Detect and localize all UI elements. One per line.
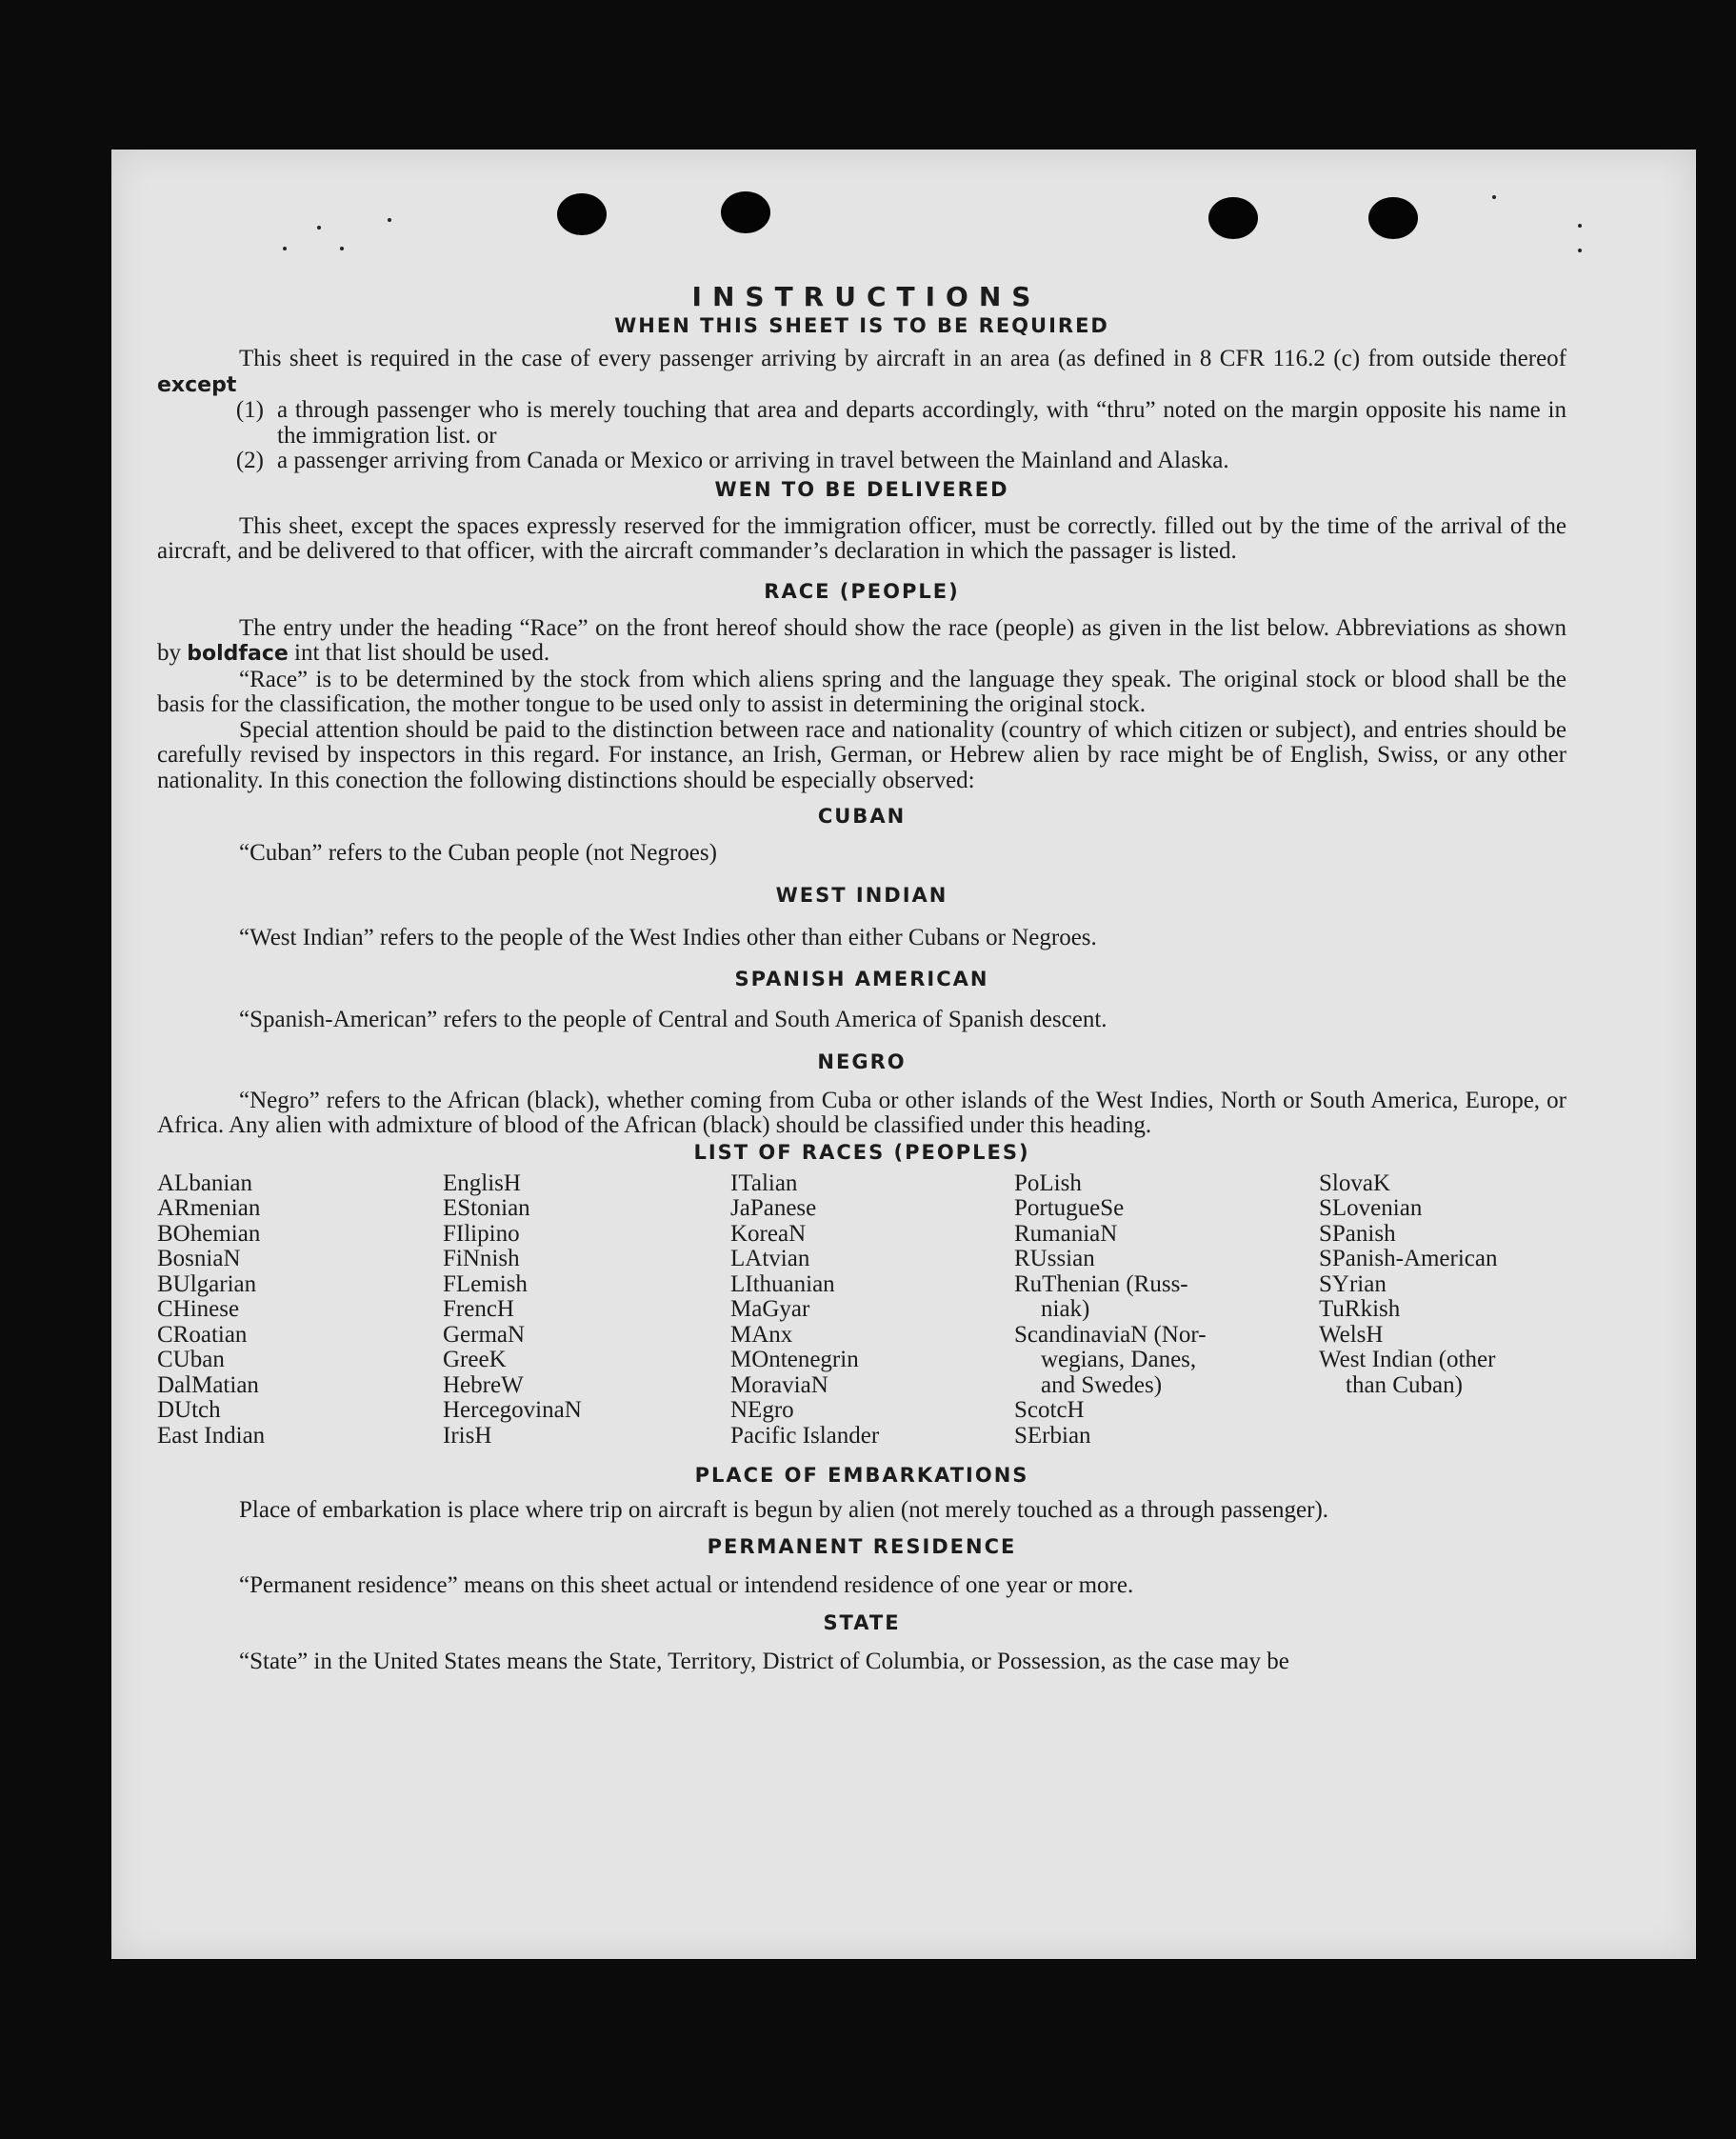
race-entry: CUban: [157, 1347, 225, 1372]
race-entry: SlovaK: [1319, 1169, 1390, 1196]
race-entry: FLemish: [443, 1270, 528, 1297]
race-entry: PortugueSe: [1014, 1195, 1125, 1221]
race-entry: IrisH: [443, 1422, 492, 1449]
except-emphasis: except: [157, 372, 237, 397]
page-title: INSTRUCTIONS: [691, 281, 1042, 312]
race-paragraph-3: Special attention should be paid to the distinction between race and nationality (country of which citizen or subject), and entries should be carefully revised by inspectors in this regard. For instance, an Irish, German, or Hebrew alien by race might be of English, Swiss, or any other nationality. In this conection the following distinctions should be especially observed:: [157, 716, 1566, 793]
heading-west-indian: WEST INDIAN: [775, 883, 948, 907]
race-column: [443, 1171, 730, 1449]
race-entry: BosniaN: [157, 1246, 241, 1271]
speck: [1578, 224, 1582, 228]
race-column: [1319, 1171, 1566, 1449]
when-delivered-text: This sheet, except the spaces expressly reserved for the immigration officer, must be correctly. filled out by the time of the arrival of the aircraft, and be delivered to that officer, with the aircraft commander’s declaration in which the passager is listed.: [157, 512, 1566, 564]
race-entry: MAnx: [730, 1321, 793, 1348]
when-required-intro: This sheet is required in the case of every passenger arriving by aircraft in an area (as defined in 8 CFR 116.2 (c) from outside thereof except: [157, 346, 1566, 397]
race-entry: and Swedes): [1041, 1371, 1163, 1398]
race-entry: niak): [1041, 1296, 1090, 1322]
item-text: a through passenger who is merely touching that area and departs accordingly, with “thru” noted on the margin opposite his name in the immigration list. or: [277, 397, 1566, 449]
heading-when-required: WHEN THIS SHEET IS TO BE REQUIRED: [614, 314, 1109, 337]
heading-cuban: CUBAN: [817, 805, 907, 828]
race-entry: Pacific Islander: [730, 1422, 880, 1449]
race-entry: ARmenian: [157, 1195, 261, 1221]
heading-negro: NEGRO: [817, 1050, 907, 1073]
exception-item: [157, 398, 1566, 449]
negro-text: “Negro” refers to the African (black), whether coming from Cuba or other islands of the West Indies, North or South America, Europe, or Africa. Any alien with admixture of blood of the African (black) should be classified under this heading.: [157, 1087, 1566, 1138]
heading-state: STATE: [823, 1611, 901, 1634]
race-entry: LAtvian: [730, 1246, 810, 1271]
race-entry: LIthuanian: [730, 1270, 835, 1297]
race-entry: EStonian: [443, 1195, 530, 1221]
race-entry: DUtch: [157, 1397, 221, 1423]
cuban-text: “Cuban” refers to the Cuban people (not Negroes): [239, 840, 717, 866]
race-paragraph-1: The entry under the heading “Race” on the front hereof should show the race (people) as given in the list below. Abbreviations as shown by boldface int that list should be used.: [157, 614, 1566, 666]
speck: [340, 247, 344, 250]
race-entry: MoraviaN: [730, 1371, 828, 1398]
speck: [317, 226, 321, 230]
race-entry: West Indian (other: [1319, 1347, 1496, 1372]
embarkation-text: Place of embarkation is place where trip on aircraft is begun by alien (not merely touched as a through passenger).: [239, 1497, 1329, 1523]
race-entry: NEgro: [730, 1397, 794, 1423]
race-entry: ScotcH: [1014, 1397, 1085, 1423]
race-entry: ScandinaviaN (Nor-: [1014, 1321, 1207, 1348]
race-entry: wegians, Danes,: [1041, 1347, 1197, 1372]
race-entry: HebreW: [443, 1371, 524, 1398]
speck: [1578, 249, 1582, 252]
race-entry: SPanish-American: [1319, 1246, 1498, 1271]
race-entry: MaGyar: [730, 1296, 810, 1322]
state-text: “State” in the United States means the State, Territory, District of Columbia, or Possession, as the case may be: [239, 1649, 1289, 1674]
race-column: [157, 1171, 443, 1449]
residence-text: “Permanent residence” means on this sheet actual or intendend residence of one year or more.: [239, 1571, 1134, 1598]
race-entry: RUssian: [1014, 1246, 1095, 1271]
race-entry: HercegovinaN: [443, 1397, 582, 1423]
document-page: [111, 150, 1696, 1959]
speck: [283, 247, 287, 250]
boldface-word: boldface: [187, 642, 289, 666]
race-entry: SErbian: [1014, 1422, 1091, 1449]
item-text: a passenger arriving from Canada or Mexico or arriving in travel between the Mainland and Alaska.: [277, 448, 1229, 473]
spanish-american-text: “Spanish-American” refers to the people of Central and South America of Spanish descent.: [239, 1007, 1107, 1032]
race-entry: GermaN: [443, 1321, 526, 1348]
race-entry: RumaniaN: [1014, 1220, 1118, 1247]
race-paragraph-2: “Race” is to be determined by the stock from which aliens spring and the language they speak. The original stock or blood shall be the basis for the classification, the mother tongue to be used only to assist in determining the original stock.: [157, 666, 1566, 717]
heading-list-of-races: LIST OF RACES (PEOPLES): [693, 1140, 1030, 1164]
race-entry: KoreaN: [730, 1220, 807, 1247]
race-entry: CRoatian: [157, 1321, 248, 1348]
punch-hole: [721, 191, 770, 233]
west-indian-text: “West Indian” refers to the people of the West Indies other than either Cubans or Negroes.: [239, 924, 1097, 950]
race-column: [1014, 1171, 1319, 1449]
race-entry: East Indian: [157, 1422, 266, 1449]
heading-when-delivered: WEN TO BE DELIVERED: [714, 477, 1009, 501]
race-entry: WelsH: [1319, 1321, 1384, 1348]
race-entry: CHinese: [157, 1296, 240, 1322]
race-entry: FIlipino: [443, 1220, 520, 1247]
speck: [388, 218, 391, 222]
speck: [1492, 195, 1496, 199]
race-entry: BOhemian: [157, 1220, 261, 1247]
punch-hole: [1208, 197, 1258, 239]
race-entry: FrencH: [443, 1296, 514, 1322]
punch-hole: [1368, 197, 1418, 239]
heading-residence: PERMANENT RESIDENCE: [707, 1534, 1017, 1558]
heading-embarkation: PLACE OF EMBARKATIONS: [694, 1464, 1029, 1487]
exception-item: [157, 449, 1566, 474]
race-entry: ITalian: [730, 1169, 798, 1196]
race-entry: PoLish: [1014, 1169, 1082, 1196]
race-list: [157, 1171, 1566, 1449]
race-entry: ALbanian: [157, 1169, 252, 1196]
race-entry: DalMatian: [157, 1371, 259, 1398]
item-number: (2): [235, 448, 264, 473]
race-column: [730, 1171, 1014, 1449]
race-entry: JaPanese: [730, 1195, 817, 1221]
item-number: (1): [235, 397, 264, 423]
race-entry: FiNnish: [443, 1246, 520, 1271]
race-entry: SYrian: [1319, 1270, 1387, 1297]
race-entry: SLovenian: [1319, 1195, 1423, 1221]
heading-spanish-american: SPANISH AMERICAN: [734, 968, 989, 990]
race-entry: RuThenian (Russ-: [1014, 1270, 1188, 1297]
race-entry: SPanish: [1319, 1220, 1396, 1247]
punch-hole: [557, 193, 607, 235]
race-entry: TuRkish: [1319, 1296, 1401, 1322]
race-entry: MOntenegrin: [730, 1347, 859, 1372]
race-entry: than Cuban): [1346, 1371, 1463, 1398]
heading-race: RACE (PEOPLE): [764, 579, 960, 603]
instructions-content: [157, 281, 1566, 1675]
race-entry: BUlgarian: [157, 1270, 257, 1297]
race-entry: EnglisH: [443, 1169, 521, 1196]
race-entry: GreeK: [443, 1347, 507, 1372]
